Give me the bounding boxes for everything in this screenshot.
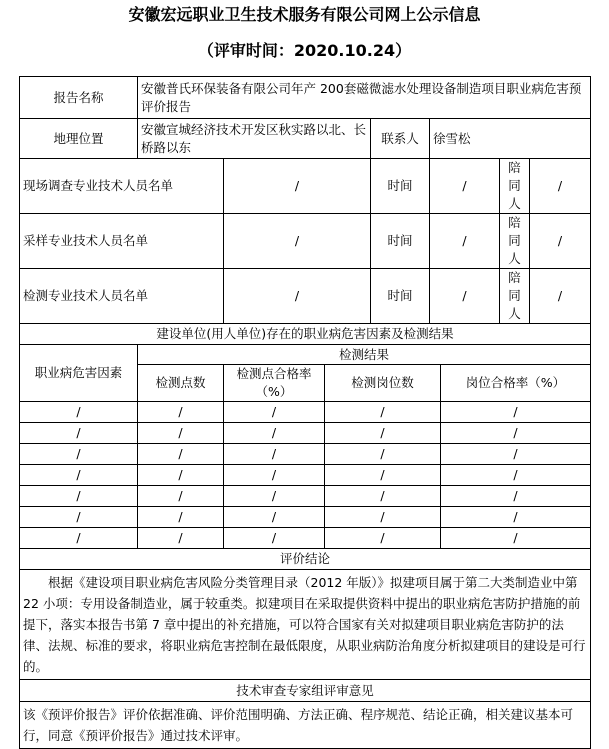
table-cell: / bbox=[20, 444, 138, 465]
table-cell: / bbox=[224, 423, 325, 444]
hazard-factor-header: 职业病危害因素 bbox=[20, 345, 138, 402]
report-name-label: 报告名称 bbox=[20, 77, 138, 119]
page-title: 安徽宏远职业卫生技术服务有限公司网上公示信息 bbox=[128, 5, 481, 24]
col-header-post-rate: 岗位合格率（%） bbox=[441, 365, 591, 402]
table-cell: / bbox=[138, 444, 224, 465]
contact-label: 联系人 bbox=[371, 119, 430, 159]
disclosure-table bbox=[19, 76, 591, 749]
contact-value: 徐雪松 bbox=[430, 119, 591, 159]
table-cell: / bbox=[20, 423, 138, 444]
table-cell: / bbox=[138, 423, 224, 444]
staff-label: 采样专业技术人员名单 bbox=[20, 214, 224, 269]
table-cell: / bbox=[441, 465, 591, 486]
table-cell: / bbox=[138, 402, 224, 423]
accompany-label: 陪同人 bbox=[500, 269, 530, 324]
table-cell: / bbox=[441, 507, 591, 528]
review-time: （评审时间：2020.10.24） bbox=[197, 41, 412, 60]
expert-opinion-title: 技术审查专家组评审意见 bbox=[20, 680, 591, 702]
table-cell: / bbox=[138, 528, 224, 549]
location-value: 安徽宣城经济技术开发区秋实路以北、长桥路以东 bbox=[138, 119, 371, 159]
time-label: 时间 bbox=[371, 269, 430, 324]
location-label: 地理位置 bbox=[20, 119, 138, 159]
staff-label: 现场调查专业技术人员名单 bbox=[20, 159, 224, 214]
table-cell: / bbox=[20, 528, 138, 549]
staff-row bbox=[20, 214, 591, 269]
time-value: / bbox=[430, 159, 500, 214]
table-row bbox=[20, 402, 591, 423]
accompany-value: / bbox=[530, 269, 591, 324]
report-name-value: 安徽普氏环保装备有限公司年产 200套磁微滤水处理设备制造项目职业病危害预评价报告 bbox=[138, 77, 591, 119]
table-cell: / bbox=[325, 423, 441, 444]
accompany-value: / bbox=[530, 159, 591, 214]
expert-opinion-text: 该《预评价报告》评价依据准确、评价范围明确、方法正确、程序规范、结论正确，相关建议基本可行，同意《预评价报告》通过技术评审。 bbox=[20, 702, 591, 749]
table-cell: / bbox=[325, 486, 441, 507]
table-row bbox=[20, 444, 591, 465]
table-cell: / bbox=[325, 465, 441, 486]
time-label: 时间 bbox=[371, 159, 430, 214]
table-cell: / bbox=[325, 444, 441, 465]
table-row bbox=[20, 528, 591, 549]
accompany-label: 陪同人 bbox=[500, 214, 530, 269]
table-row bbox=[20, 507, 591, 528]
table-cell: / bbox=[138, 507, 224, 528]
time-value: / bbox=[430, 269, 500, 324]
staff-value: / bbox=[224, 159, 371, 214]
table-cell: / bbox=[224, 507, 325, 528]
table-row bbox=[20, 423, 591, 444]
table-row bbox=[20, 486, 591, 507]
table-cell: / bbox=[138, 465, 224, 486]
staff-label: 检测专业技术人员名单 bbox=[20, 269, 224, 324]
col-header-points: 检测点数 bbox=[138, 365, 224, 402]
conclusion-text: 根据《建设项目职业病危害风险分类管理目录（2012 年版）》拟建项目属于第二大类制造业中第 22 小项：专用设备制造业，属于较重类。拟建项目在采取提供资料中提出的职业病危害防护措施的前提下，落实本报告书第 7 章中提出的补充措施，可以符合国家有关对拟建项目职业病危害防护的法律、法规、标准的要求，将职业病危害控制在最低限度，从职业病防治角度分析拟建项目的建设是可行的。 bbox=[20, 570, 591, 680]
table-cell: / bbox=[20, 465, 138, 486]
table-cell: / bbox=[224, 528, 325, 549]
accompany-label: 陪同人 bbox=[500, 159, 530, 214]
table-cell: / bbox=[20, 402, 138, 423]
table-cell: / bbox=[325, 402, 441, 423]
table-cell: / bbox=[441, 486, 591, 507]
col-header-posts: 检测岗位数 bbox=[325, 365, 441, 402]
table-cell: / bbox=[325, 528, 441, 549]
staff-row bbox=[20, 159, 591, 214]
table-row bbox=[20, 465, 591, 486]
staff-row bbox=[20, 269, 591, 324]
hazard-section-title: 建设单位(用人单位)存在的职业病危害因素及检测结果 bbox=[20, 324, 591, 345]
col-header-point-rate: 检测点合格率（%） bbox=[224, 365, 325, 402]
time-value: / bbox=[430, 214, 500, 269]
time-label: 时间 bbox=[371, 214, 430, 269]
conclusion-title: 评价结论 bbox=[20, 549, 591, 570]
table-cell: / bbox=[138, 486, 224, 507]
table-cell: / bbox=[325, 507, 441, 528]
table-cell: / bbox=[441, 402, 591, 423]
table-cell: / bbox=[224, 444, 325, 465]
detection-results-header: 检测结果 bbox=[138, 345, 591, 365]
staff-value: / bbox=[224, 214, 371, 269]
staff-value: / bbox=[224, 269, 371, 324]
table-cell: / bbox=[441, 444, 591, 465]
table-cell: / bbox=[441, 423, 591, 444]
table-cell: / bbox=[441, 528, 591, 549]
table-cell: / bbox=[20, 486, 138, 507]
table-cell: / bbox=[224, 465, 325, 486]
accompany-value: / bbox=[530, 214, 591, 269]
table-cell: / bbox=[224, 402, 325, 423]
table-cell: / bbox=[224, 486, 325, 507]
table-cell: / bbox=[20, 507, 138, 528]
